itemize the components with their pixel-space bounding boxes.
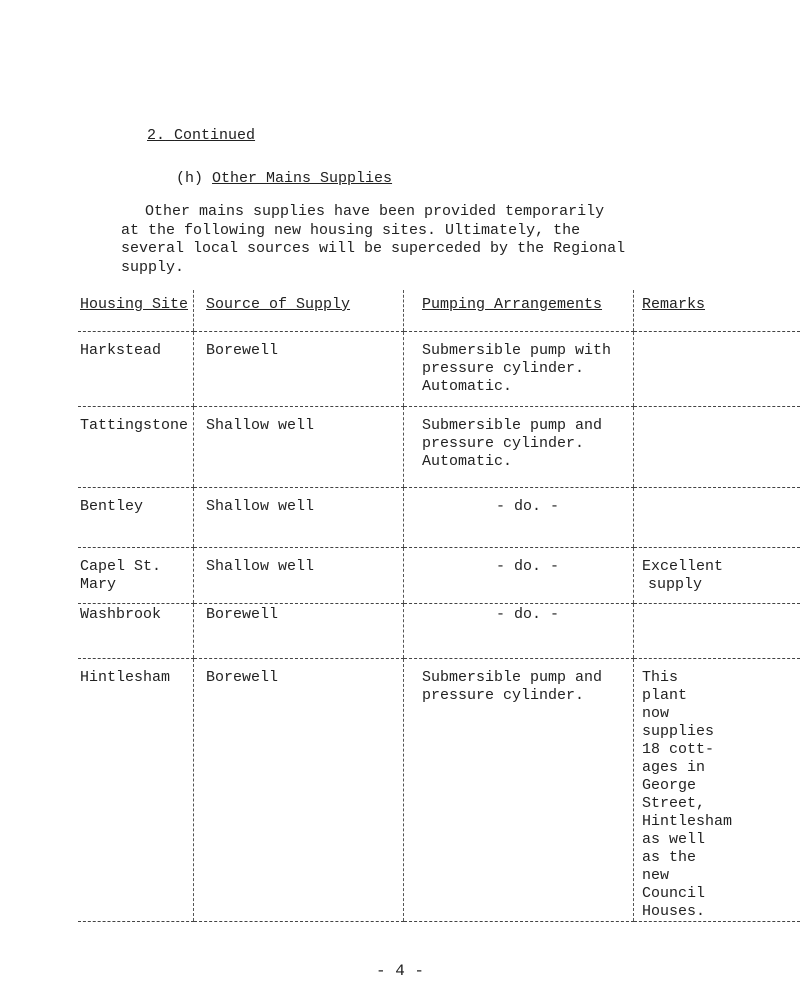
pumping-line: Submersible pump and xyxy=(422,669,603,686)
section-title: Continued xyxy=(174,127,256,144)
site-cell: Washbrook xyxy=(78,604,194,659)
remarks-cell xyxy=(634,548,800,604)
supply-table xyxy=(78,290,800,922)
pumping-line: pressure cylinder. xyxy=(422,687,585,704)
paragraph-line: several local sources will be superceded by the Regional xyxy=(121,240,626,257)
remarks-text xyxy=(642,669,733,921)
remarks-cell xyxy=(634,604,800,659)
pumping-cell xyxy=(404,332,634,407)
section-number: 2. xyxy=(147,127,166,144)
remarks-line: 18 cott- xyxy=(642,741,715,758)
remarks-line: ages in xyxy=(642,759,706,776)
subsection-heading xyxy=(176,170,392,187)
remarks-line: Street, xyxy=(642,795,706,812)
remarks-cell xyxy=(634,407,800,488)
paragraph-line: at the following new housing sites. Ultimately, the xyxy=(121,221,581,239)
remarks-line: George xyxy=(642,777,697,794)
remarks-line: Houses. xyxy=(642,903,706,920)
site-cell: Tattingstone xyxy=(78,407,194,488)
pumping-line: pressure cylinder. xyxy=(422,360,585,377)
site-cell: Capel St. Mary xyxy=(78,548,194,604)
remarks-line: as the new xyxy=(642,849,697,884)
header-source-of-supply: Source of Supply xyxy=(194,290,404,332)
table-header-row xyxy=(78,290,800,332)
header-pumping-arrangements: Pumping Arrangements xyxy=(404,290,634,332)
site-cell: Bentley xyxy=(78,488,194,548)
pumping-cell xyxy=(404,407,634,488)
remarks-cell xyxy=(634,659,800,922)
source-cell: Shallow well xyxy=(194,407,404,488)
pumping-cell: - do. - xyxy=(404,488,634,548)
table-row xyxy=(78,548,800,604)
remarks-line: This xyxy=(642,669,679,686)
intro-paragraph xyxy=(121,203,626,277)
subsection-title: Other Mains Supplies xyxy=(212,170,393,187)
section-heading xyxy=(147,127,255,144)
subsection-label: (h) xyxy=(176,170,204,187)
remarks-line: Council xyxy=(642,885,706,902)
pumping-cell xyxy=(404,659,634,922)
remarks-line: supplies xyxy=(642,723,715,740)
remarks-cell xyxy=(634,332,800,407)
source-cell: Borewell xyxy=(194,604,404,659)
table-row xyxy=(78,407,800,488)
site-cell: Harkstead xyxy=(78,332,194,407)
source-cell: Borewell xyxy=(194,332,404,407)
source-cell: Shallow well xyxy=(194,548,404,604)
pumping-cell: - do. - xyxy=(404,548,634,604)
pumping-line: Submersible pump with xyxy=(422,342,612,359)
source-cell: Shallow well xyxy=(194,488,404,548)
table-row xyxy=(78,659,800,922)
remarks-line: plant now xyxy=(642,687,688,722)
page-number: - 4 - xyxy=(375,962,424,980)
paragraph-line: Other mains supplies have been provided temporarily xyxy=(145,203,605,220)
site-cell: Hintlesham xyxy=(78,659,194,922)
paragraph-line: supply. xyxy=(121,258,185,276)
table-row xyxy=(78,488,800,548)
remarks-line: Excellent xyxy=(642,558,724,575)
header-remarks: Remarks xyxy=(634,290,800,332)
table-row xyxy=(78,332,800,407)
remarks-line: supply xyxy=(648,576,703,593)
pumping-cell: - do. - xyxy=(404,604,634,659)
pumping-line: Automatic. xyxy=(422,378,513,395)
pumping-line: Submersible pump and xyxy=(422,417,603,434)
remarks-line: as well xyxy=(642,831,706,848)
remarks-line: Hintlesham xyxy=(642,813,733,830)
table-row xyxy=(78,604,800,659)
remarks-cell xyxy=(634,488,800,548)
header-housing-site: Housing Site xyxy=(78,290,194,332)
pumping-line: pressure cylinder. xyxy=(422,435,585,452)
pumping-line: Automatic. xyxy=(422,453,513,470)
source-cell: Borewell xyxy=(194,659,404,922)
